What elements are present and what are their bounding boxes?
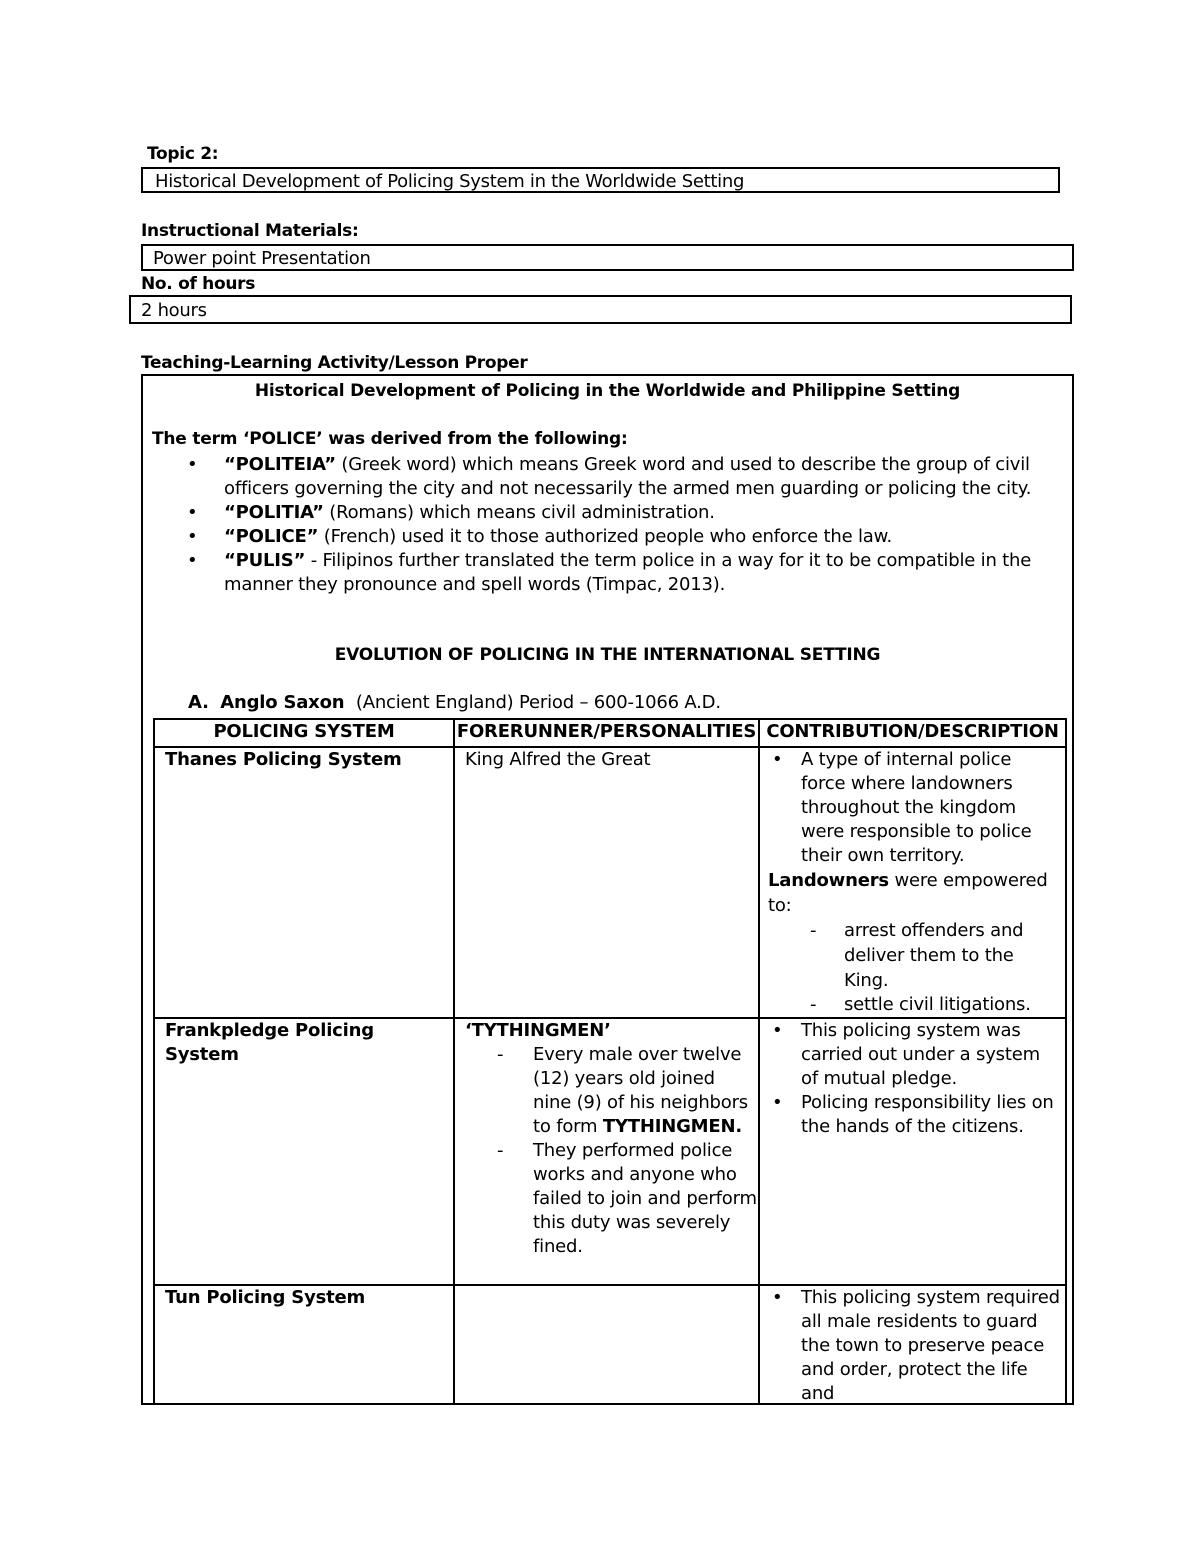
materials-label: Instructional Materials: — [141, 221, 359, 241]
table-row — [154, 1018, 1066, 1285]
list-item: • Policing responsibility lies on the hands of the citizens. — [772, 1092, 1054, 1137]
policing-table — [153, 718, 1067, 1405]
evolution-heading: EVOLUTION OF POLICING IN THE INTERNATIONAL SETTING — [334, 645, 881, 665]
bullet-icon: • — [187, 526, 198, 547]
bullet-icon: • — [772, 749, 783, 770]
table-row — [154, 747, 1066, 1018]
list-item: - settle civil litigations. — [810, 994, 1031, 1015]
table-header-row — [154, 719, 1066, 747]
system-cell: Frankpledge Policing System — [154, 1018, 454, 1285]
forerunner-cell — [454, 1285, 759, 1405]
forerunner-cell: King Alfred the Great — [454, 747, 759, 1018]
term-item: • “PULIS” - Filipinos further translated the term police in a way for it to be compatible in the manner they pronounce and spell words (Timpac, 2013). — [187, 550, 1032, 595]
topic-label: Topic 2: — [147, 144, 219, 164]
list-item: - They performed police works and anyone who failed to join and perform this duty was severely fined. — [497, 1140, 757, 1257]
term-list — [143, 453, 1072, 597]
term-intro: The term ‘POLICE’ was derived from the following: — [152, 429, 628, 449]
column-header: FORERUNNER/PERSONALITIES — [454, 719, 759, 747]
list-item: • A type of internal police force where landowners throughout the kingdom were responsible to police their own territory. — [772, 749, 1032, 866]
list-item: • This policing system was carried out under a system of mutual pledge. — [772, 1020, 1040, 1089]
bullet-icon: • — [187, 454, 198, 475]
materials-field: Power point Presentation — [141, 244, 1074, 271]
hours-label: No. of hours — [141, 274, 256, 294]
lesson-title: Historical Development of Policing in the Worldwide and Philippine Setting — [254, 381, 961, 401]
term-item: • “POLITEIA” (Greek word) which means Greek word and used to describe the group of civil officers governing the city and not necessarily the armed men guarding or policing the city. — [187, 454, 1032, 499]
list-item: - arrest offenders and deliver them to the King. — [810, 920, 1024, 991]
table-row — [154, 1285, 1066, 1405]
term-item: • “POLITIA” (Romans) which means civil administration. — [187, 502, 715, 523]
topic-field: Historical Development of Policing System in the Worldwide Setting — [141, 167, 1060, 193]
list-item: - Every male over twelve (12) years old joined nine (9) of his neighbors to form TYTHINGMEN. — [497, 1044, 748, 1137]
lesson-label: Teaching-Learning Activity/Lesson Proper — [141, 353, 528, 373]
forerunner-cell — [454, 1018, 759, 1285]
column-header: CONTRIBUTION/DESCRIPTION — [759, 719, 1066, 747]
system-cell: Tun Policing System — [154, 1285, 454, 1405]
lesson-proper-box — [141, 374, 1074, 1405]
column-header: POLICING SYSTEM — [154, 719, 454, 747]
description-cell — [759, 1285, 1066, 1405]
term-item: • “POLICE” (French) used it to those authorized people who enforce the law. — [187, 526, 892, 547]
description-cell — [759, 1018, 1066, 1285]
hours-field: 2 hours — [129, 295, 1072, 324]
system-cell: Thanes Policing System — [154, 747, 454, 1018]
list-item: • This policing system required all male residents to guard the town to preserve peace and order, protect the life and — [772, 1287, 1060, 1404]
landowners-line: Landowners were empowered to: — [768, 870, 1048, 916]
bullet-icon: • — [772, 1092, 783, 1113]
bullet-icon: • — [187, 502, 198, 523]
forerunner-heading: ‘TYTHINGMEN’ — [465, 1020, 611, 1041]
bullet-icon: • — [772, 1020, 783, 1041]
bullet-icon: • — [187, 550, 198, 571]
section-heading: A. Anglo Saxon (Ancient England) Period – 600-1066 A.D. — [188, 692, 721, 713]
bullet-icon: • — [772, 1287, 783, 1308]
description-cell — [759, 747, 1066, 1018]
